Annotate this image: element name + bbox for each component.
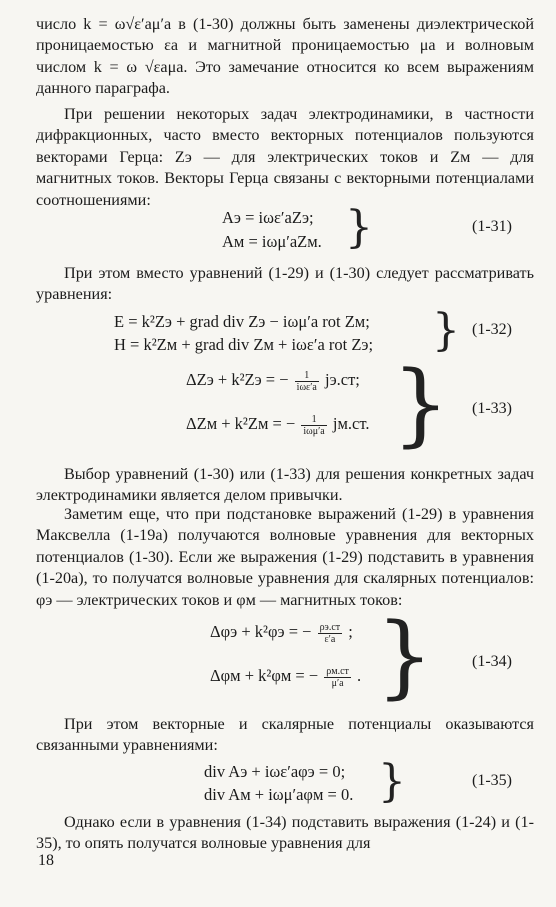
page-number: 18 [38,852,54,869]
equation-1-31-line-1: Aэ = iωε′aZэ; [222,208,314,227]
equation-1-32-line-2: H = k²Zм + grad div Zм + iωε′a rot Zэ; [114,335,374,354]
fraction-numerator: ρэ.ст [319,621,341,633]
paragraph-5: Заметим еще, что при подстановке выражений (1-29) в уравнения Максвелла (1-19а) получаются волновые уравнения для векторных потенциалов (1-30). Если же выражения (1-29) подставить в уравнения (1-20а), то получатся волновые уравнения для скалярных потенциалов: φэ — электрических токов и φм — магнитных токов: [36,505,534,609]
fraction-denominator: ε′a [324,633,336,645]
fraction [318,622,343,645]
equation-number-1-33: (1-33) [472,400,512,417]
fraction [301,414,326,437]
eq33-line1-right: jэ.ст; [324,370,360,389]
equation-number-1-35: (1-35) [472,772,512,789]
equation-1-34-line-1 [210,620,353,645]
paragraph-4: Выбор уравнений (1-30) или (1-33) для решения конкретных задач электродинамики является делом привычки. [36,465,534,505]
equation-1-33-line-1 [186,368,360,393]
curly-brace-icon: } [432,305,460,356]
curly-brace-icon: } [392,352,450,457]
eq33-line2-left: ΔZм + k²Zм = − [186,414,296,433]
eq33-line1-left: ΔZэ + k²Zэ = − [186,370,289,389]
fraction-numerator: 1 [295,370,319,382]
equation-number-1-31: (1-31) [472,218,512,235]
equation-1-35-line-2: div Aм + iωμ′aφм = 0. [204,785,354,804]
fraction [295,370,319,393]
fraction-denominator: iωμ′a [303,425,325,437]
equation-1-31-line-2: Aм = iωμ′aZм. [222,232,322,251]
equation-1-33-line-2 [186,412,369,437]
equation-1-35-line-1: div Aэ + iωε′aφэ = 0; [204,762,346,781]
fraction-denominator: μ′a [331,677,344,689]
eq34-line1-left: Δφэ + k²φэ = − [210,622,312,641]
fraction-numerator: ρм.ст [326,665,349,677]
fraction [324,666,351,689]
curly-brace-icon: } [345,202,373,253]
paragraph-1: число k = ω√ε′aμ′a в (1-30) должны быть заменены диэлектрической проницаемостью εa и магнитной проницаемостью μa и волновым числом k = ω √εaμa. Это замечание относится ко всем выражениям данного параграфа. [36,15,534,98]
eq34-line2-left: Δφм + k²φм = − [210,666,319,685]
eq33-line2-right: jм.ст. [332,414,370,433]
curly-brace-icon: } [378,756,406,807]
equation-number-1-34: (1-34) [472,653,512,670]
equation-1-32-line-1: E = k²Zэ + grad div Zэ − iωμ′a rot Zм; [114,312,370,331]
equation-1-34-line-2 [210,664,361,689]
fraction-denominator: iωε′a [296,381,317,393]
eq34-line2-right: . [357,666,362,685]
eq34-line1-right: ; [348,622,353,641]
curly-brace-icon: } [376,604,434,709]
paragraph-7: Однако если в уравнения (1-34) подставить выражения (1-24) и (1-35), то опять получатся волновые уравнения для [36,813,534,853]
paragraph-6: При этом векторные и скалярные потенциалы оказываются связанными уравнениями: [36,715,534,755]
paragraph-2: При решении некоторых задач электродинамики, в частности дифракционных, часто вместо векторных потенциалов пользуются векторами Герца: Zэ — для электрических токов и Zм — для магнитных токов. Векторы Герца связаны с векторными потенциалами соотношениями: [36,105,534,209]
fraction-numerator: 1 [301,414,326,426]
equation-number-1-32: (1-32) [472,321,512,338]
paragraph-3: При этом вместо уравнений (1-29) и (1-30) следует рассматривать уравнения: [36,264,534,304]
